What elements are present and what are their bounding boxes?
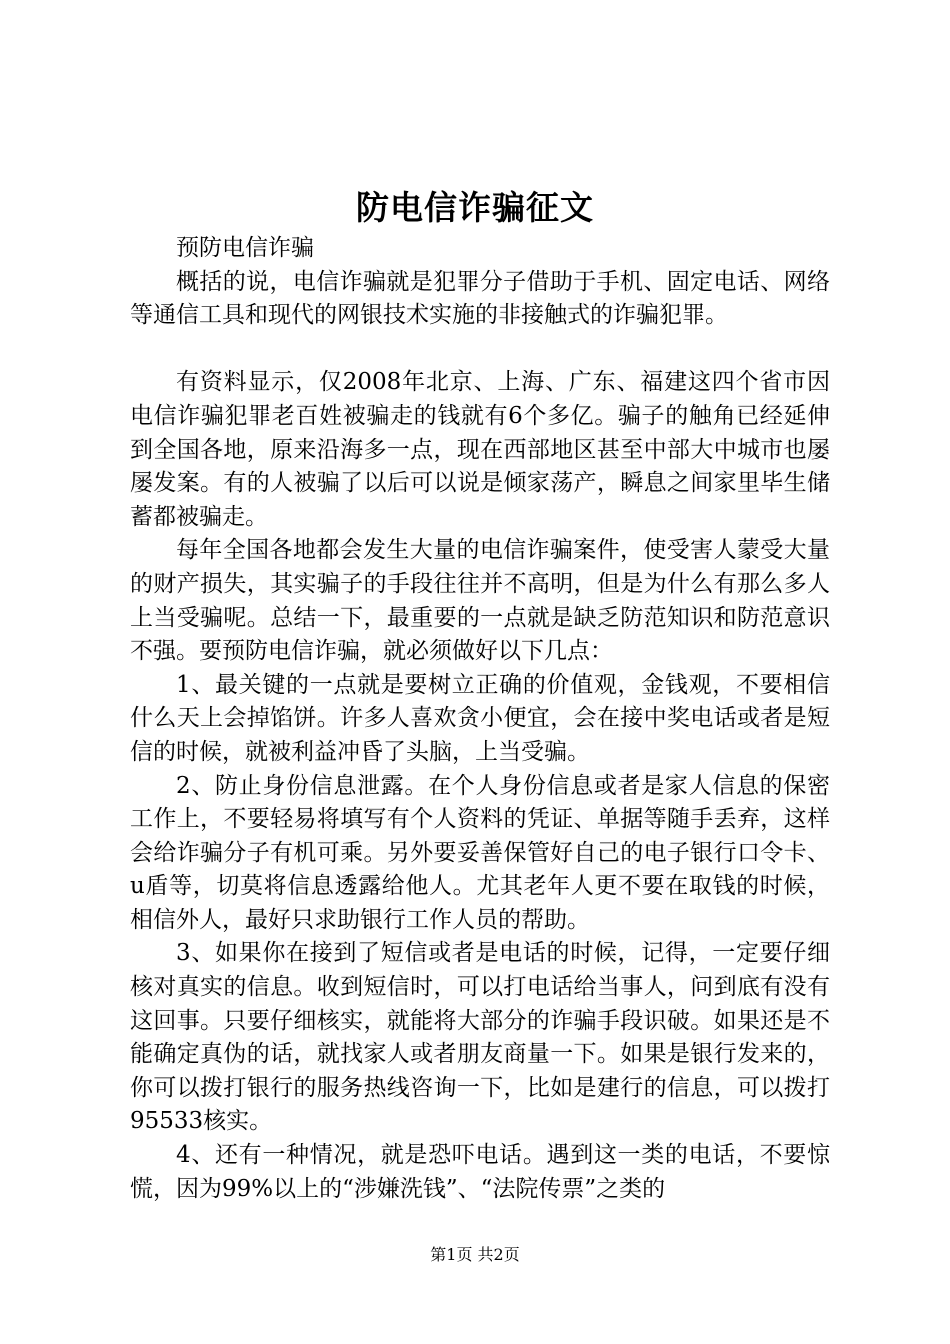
page-footer: 第1页 共2页 [430,1245,520,1264]
document-title: 防电信诈骗征文 [356,188,594,227]
paragraph-tip-4: 4、还有一种情况，就是恐吓电话。遇到这一类的电话，不要惊慌，因为99%以上的“涉嫌洗钱”、“法院传票”之类的 [130,1142,830,1202]
paragraph-tip-3: 3、如果你在接到了短信或者是电话的时候，记得，一定要仔细核对真实的信息。收到短信时，可以打电话给当事人，问到底有没有这回事。只要仔细核实，就能将大部分的诈骗手段识破。如果还是不能确定真伪的话，就找家人或者朋友商量一下。如果是银行发来的，你可以拨打银行的服务热线咨询一下，比如是建行的信息，可以拨打95533核实。 [130,940,830,1135]
paragraph-tip-2: 2、防止身份信息泄露。在个人身份信息或者是家人信息的保密工作上，不要轻易将填写有个人资料的凭证、单据等随手丢弃，这样会给诈骗分子有机可乘。另外要妥善保管好自己的电子银行口令卡、u盾等，切莫将信息透露给他人。尤其老年人更不要在取钱的时候，相信外人，最好只求助银行工作人员的帮助。 [130,772,830,933]
paragraph-definition: 概括的说，电信诈骗就是犯罪分子借助于手机、固定电话、网络等通信工具和现代的网银技术实施的非接触式的诈骗犯罪。 [130,268,830,329]
paragraph-statistics: 有资料显示，仅2008年北京、上海、广东、福建这四个省市因电信诈骗犯罪老百姓被骗走的钱就有6个多亿。骗子的触角已经延伸到全国各地，原来沿海多一点，现在西部地区甚至中部大中城市也屡屡发案。有的人被骗了以后可以说是倾家荡产，瞬息之间家里毕生储蓄都被骗走。 [130,369,830,530]
paragraph-tip-1: 1、最关键的一点就是要树立正确的价值观，金钱观，不要相信什么天上会掉馅饼。许多人喜欢贪小便宜，会在接中奖电话或者是短信的时候，就被利益冲昏了头脑，上当受骗。 [130,671,830,765]
paragraph-causes: 每年全国各地都会发生大量的电信诈骗案件，使受害人蒙受大量的财产损失，其实骗子的手段往往并不高明，但是为什么有那么多人上当受骗呢。总结一下，最重要的一点就是缺乏防范知识和防范意识不强。要预防电信诈骗，就必须做好以下几点： [130,537,830,665]
document-body [130,232,830,1206]
document-subtitle: 预防电信诈骗 [176,235,314,261]
